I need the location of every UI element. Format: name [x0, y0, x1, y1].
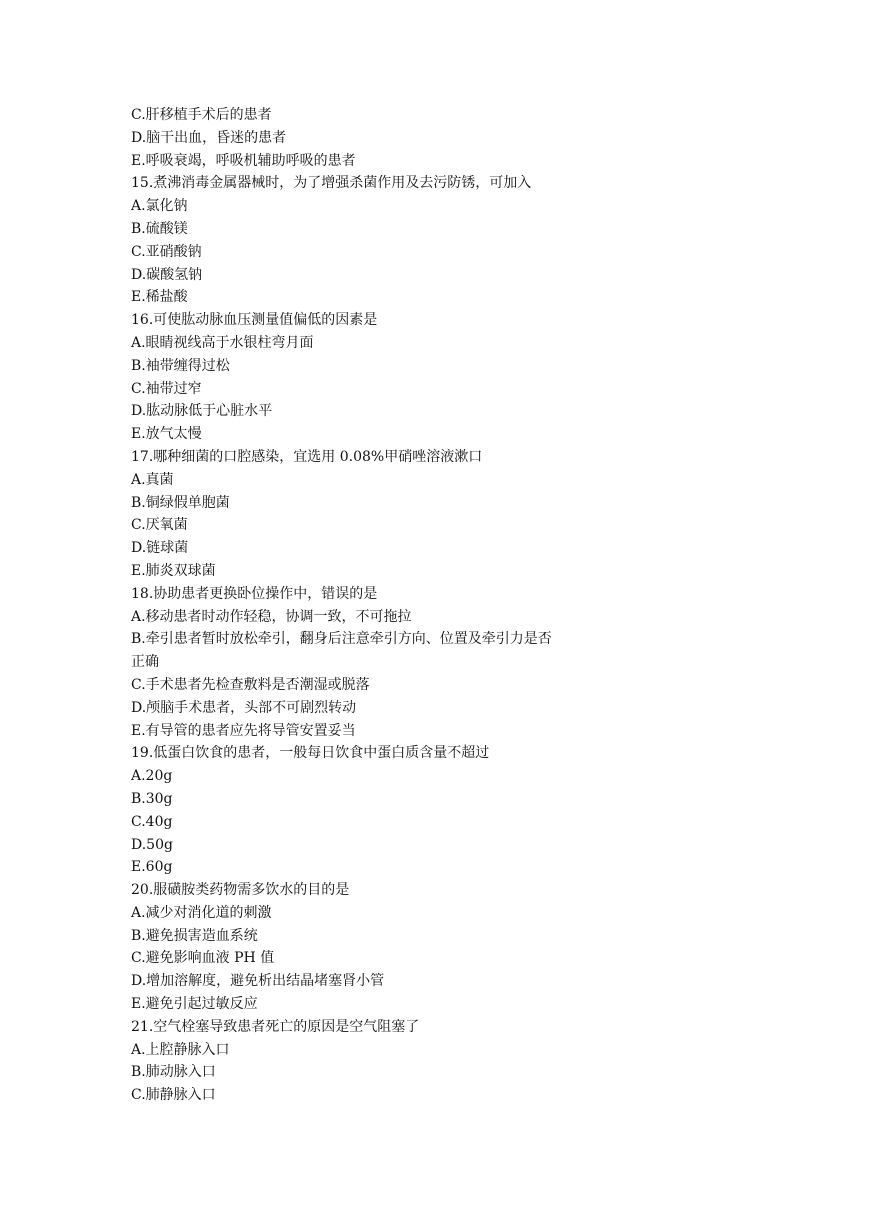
option-line: E.60g — [131, 859, 173, 876]
option-line: A.减少对消化道的刺激 — [131, 904, 272, 921]
question-21-stem: 21.空气栓塞导致患者死亡的原因是空气阻塞了 — [131, 1018, 420, 1035]
option-line: A.眼睛视线高于水银柱弯月面 — [131, 334, 314, 351]
option-line: D.50g — [131, 836, 173, 853]
question-18-stem: 18.协助患者更换卧位操作中，错误的是 — [131, 585, 378, 602]
option-line: A.真菌 — [131, 471, 174, 488]
option-line: C.袖带过窄 — [131, 380, 202, 397]
option-line: B.袖带缠得过松 — [131, 357, 230, 374]
option-line: C.厌氧菌 — [131, 517, 188, 534]
option-line: B.铜绿假单胞菌 — [131, 494, 230, 511]
option-line: C.亚硝酸钠 — [131, 243, 202, 260]
option-line: E.稀盐酸 — [131, 289, 188, 306]
option-line: C.避免影响血液 PH 值 — [131, 950, 275, 967]
option-line: D.颅脑手术患者，头部不可剧烈转动 — [131, 699, 357, 716]
question-15-stem: 15.煮沸消毒金属器械时，为了增强杀菌作用及去污防锈，可加入 — [131, 175, 532, 192]
question-text-block — [131, 104, 611, 1107]
option-line: E.避免引起过敏反应 — [131, 996, 258, 1013]
option-line: A.氯化钠 — [131, 198, 188, 215]
option-line: C.40g — [131, 813, 173, 830]
option-line-continuation: 正确 — [131, 654, 159, 671]
option-line: D.增加溶解度，避免析出结晶堵塞肾小管 — [131, 973, 385, 990]
option-line: D.脑干出血，昏迷的患者 — [131, 129, 287, 146]
question-20-stem: 20.服磺胺类药物需多饮水的目的是 — [131, 882, 350, 899]
option-line: E.肺炎双球菌 — [131, 562, 216, 579]
option-line: A.上腔静脉入口 — [131, 1041, 230, 1058]
option-line: E.放气太慢 — [131, 426, 202, 443]
option-line: B.肺动脉入口 — [131, 1064, 216, 1081]
option-line: E.呼吸衰竭，呼吸机辅助呼吸的患者 — [131, 152, 356, 169]
option-line: C.肝移植手术后的患者 — [131, 107, 272, 123]
option-line: C.手术患者先检查敷料是否潮湿或脱落 — [131, 676, 370, 693]
option-line: B.牵引患者暂时放松牵引，翻身后注意牵引方向、位置及牵引力是否 — [131, 631, 552, 648]
option-line: A.20g — [131, 768, 173, 785]
option-line: D.链球菌 — [131, 540, 189, 557]
option-line: E.有导管的患者应先将导管安置妥当 — [131, 722, 356, 739]
option-line: A.移动患者时动作轻稳，协调一致，不可拖拉 — [131, 608, 412, 625]
question-19-stem: 19.低蛋白饮食的患者，一般每日饮食中蛋白质含量不超过 — [131, 745, 490, 762]
question-17-stem: 17.哪种细菌的口腔感染，宜选用 0.08%甲硝唑溶液漱口 — [131, 448, 483, 465]
option-line: D.肱动脉低于心脏水平 — [131, 403, 273, 420]
option-line: B.30g — [131, 790, 173, 807]
option-line: B.避免损害造血系统 — [131, 927, 258, 944]
option-line: B.硫酸镁 — [131, 220, 188, 237]
option-line: D.碳酸氢钠 — [131, 266, 203, 283]
question-16-stem: 16.可使肱动脉血压测量值偏低的因素是 — [131, 312, 378, 329]
option-line: C.肺静脉入口 — [131, 1087, 216, 1104]
